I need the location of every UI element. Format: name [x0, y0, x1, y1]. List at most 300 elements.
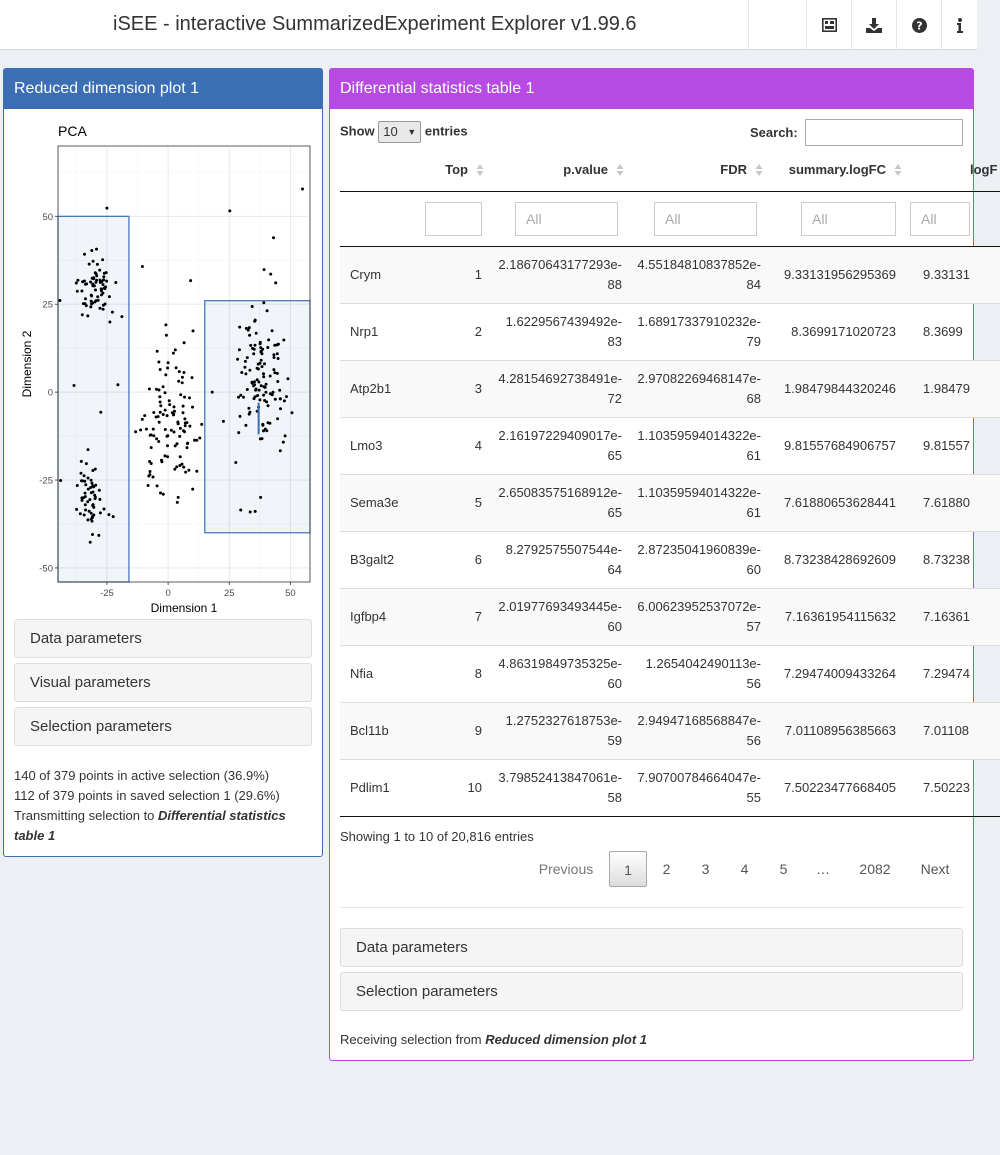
- data-point: [265, 383, 268, 386]
- data-point: [286, 377, 289, 380]
- data-point: [97, 534, 100, 537]
- data-point: [244, 360, 247, 363]
- data-point: [156, 484, 159, 487]
- data-point: [254, 510, 257, 513]
- page-button-2[interactable]: 2: [662, 861, 671, 877]
- logf-cell: 7.61880: [910, 474, 1000, 531]
- data-point: [99, 307, 102, 310]
- pvalue-cell: 2.18670643177293e-88: [492, 246, 632, 303]
- data-point: [248, 369, 251, 372]
- data-point: [84, 483, 87, 486]
- selection-parameters-panel[interactable]: Selection parameters: [340, 972, 963, 1011]
- data-point: [301, 188, 304, 191]
- entries-label: entries: [424, 123, 468, 139]
- search-input[interactable]: [805, 119, 963, 146]
- data-point: [249, 344, 252, 347]
- fdr-filter-input[interactable]: All: [654, 202, 757, 236]
- data-point: [84, 302, 87, 305]
- sort-icon: [616, 163, 624, 177]
- data-point: [98, 269, 101, 272]
- data-point: [264, 386, 267, 389]
- data-point: [95, 248, 98, 251]
- data-point: [88, 498, 91, 501]
- data-point: [183, 430, 186, 433]
- page-button-last[interactable]: 2082: [859, 861, 891, 877]
- x-tick-label: -25: [100, 588, 114, 599]
- data-point: [107, 513, 110, 516]
- data-point: [255, 388, 258, 391]
- data-point: [114, 281, 117, 284]
- data-point: [103, 272, 106, 275]
- data-point: [187, 469, 190, 472]
- data-point: [185, 421, 188, 424]
- data-point: [248, 411, 251, 414]
- data-point: [192, 329, 195, 332]
- data-point: [166, 444, 169, 447]
- data-point: [166, 434, 169, 437]
- data-point: [159, 492, 162, 495]
- show-label: Show: [340, 123, 375, 139]
- data-point: [179, 427, 182, 430]
- data-point: [160, 460, 163, 463]
- help-button[interactable]: [897, 0, 941, 50]
- data-point: [145, 428, 148, 431]
- data-point: [166, 367, 169, 370]
- gene-cell: Pdlim1: [340, 759, 412, 816]
- download-icon: [866, 18, 882, 33]
- data-point: [269, 273, 272, 276]
- data-point: [102, 308, 105, 311]
- data-point: [108, 321, 111, 324]
- visual-parameters-panel[interactable]: Visual parameters: [14, 663, 312, 702]
- data-point: [267, 404, 270, 407]
- fdr-cell: 1.10359594014322e-61: [632, 417, 771, 474]
- data-point: [76, 484, 79, 487]
- organize-panels-button[interactable]: [807, 0, 851, 50]
- table-row[interactable]: [340, 474, 1000, 531]
- statistics-table: [340, 149, 1000, 817]
- data-point: [252, 352, 255, 355]
- data-point: [81, 479, 84, 482]
- search-label: Search:: [750, 125, 798, 140]
- help-icon: [912, 18, 927, 33]
- y-tick-label: 0: [47, 387, 53, 399]
- logf-cell: 7.29474: [910, 645, 1000, 702]
- data-point: [276, 352, 279, 355]
- data-point: [91, 533, 94, 536]
- data-point: [251, 382, 254, 385]
- data-point: [285, 395, 288, 398]
- data-point: [253, 348, 256, 351]
- svg-text:?: ?: [915, 19, 923, 32]
- data-point: [103, 508, 106, 511]
- column-header-top[interactable]: Top: [412, 149, 492, 191]
- divider: [340, 907, 963, 908]
- data-point: [152, 428, 155, 431]
- column-header-summary-logfc[interactable]: summary.logFC: [771, 149, 910, 191]
- data-point: [99, 511, 102, 514]
- summary-logfc-cell: 7.29474009433264: [771, 645, 910, 702]
- data-point: [237, 431, 240, 434]
- table-row[interactable]: [340, 246, 1000, 303]
- data-point: [277, 357, 280, 360]
- previous-page-button[interactable]: Previous: [538, 861, 594, 877]
- logf-cell: 9.81557: [910, 417, 1000, 474]
- pvalue-filter-input[interactable]: All: [515, 202, 618, 236]
- data-point: [91, 515, 94, 518]
- data-point: [79, 512, 82, 515]
- data-point: [96, 263, 99, 266]
- data-point: [166, 455, 169, 458]
- data-point: [174, 348, 177, 351]
- data-point: [262, 301, 265, 304]
- data-point: [272, 368, 275, 371]
- data-point: [272, 353, 275, 356]
- data-point: [173, 405, 176, 408]
- pvalue-cell: 1.6229567439492e-83: [492, 303, 632, 360]
- data-point: [179, 393, 182, 396]
- page-button-3[interactable]: 3: [701, 861, 710, 877]
- data-point: [267, 421, 270, 424]
- summary-logfc-cell: 1.98479844320246: [771, 360, 910, 417]
- data-point: [184, 471, 187, 474]
- data-point: [83, 253, 86, 256]
- data-point: [157, 440, 160, 443]
- data-point: [279, 407, 282, 410]
- data-point: [245, 327, 248, 330]
- data-point: [249, 511, 252, 514]
- data-point: [101, 292, 104, 295]
- page-button-1[interactable]: 1: [609, 851, 647, 887]
- data-point: [189, 279, 192, 282]
- data-point: [94, 300, 97, 303]
- y-tick-label: -50: [39, 563, 53, 575]
- filter-cell-summary-logfc: [771, 191, 910, 246]
- logf-filter-input[interactable]: All: [910, 202, 970, 236]
- x-tick-label: 0: [165, 588, 171, 599]
- transmit-prefix: Transmitting selection to: [14, 808, 159, 823]
- info-icon: [957, 18, 963, 33]
- entries-length-value: 10: [383, 124, 398, 139]
- x-tick-label: 25: [223, 588, 235, 599]
- data-point: [177, 496, 180, 499]
- data-point: [94, 281, 97, 284]
- x-axis-label: Dimension 1: [150, 601, 218, 615]
- data-point: [222, 420, 225, 423]
- top-cell: 7: [412, 588, 492, 645]
- pvalue-cell: 2.01977693493445e-60: [492, 588, 632, 645]
- data-point: [276, 343, 279, 346]
- data-point: [92, 506, 95, 509]
- data-point: [172, 413, 175, 416]
- active-selection-box: [205, 301, 310, 533]
- column-header-gene[interactable]: [340, 149, 412, 191]
- summary-logfc-cell: 7.50223477668405: [771, 759, 910, 816]
- data-point: [263, 399, 266, 402]
- table-row[interactable]: [340, 588, 1000, 645]
- data-point: [88, 263, 91, 266]
- logf-cell: 8.73238: [910, 531, 1000, 588]
- data-point: [237, 396, 240, 399]
- table-row[interactable]: [340, 702, 1000, 759]
- data-point: [254, 319, 257, 322]
- data-point: [184, 424, 187, 427]
- download-button[interactable]: [852, 0, 896, 50]
- data-parameters-panel[interactable]: Data parameters: [340, 928, 963, 967]
- fdr-cell: 4.55184810837852e-84: [632, 246, 771, 303]
- saved-selection-status: 112 of 379 points in saved selection 1 (29.6%): [14, 788, 280, 803]
- data-point: [244, 372, 247, 375]
- data-point: [181, 463, 184, 466]
- data-point: [90, 295, 93, 298]
- data-point: [59, 479, 62, 482]
- data-point: [291, 411, 294, 414]
- data-point: [239, 415, 242, 418]
- selection-status: [14, 766, 309, 846]
- data-point: [86, 314, 89, 317]
- sort-icon: [476, 163, 484, 177]
- pvalue-cell: 4.28154692738491e-72: [492, 360, 632, 417]
- gene-cell: Nfia: [340, 645, 412, 702]
- data-point: [263, 268, 266, 271]
- data-point: [200, 423, 203, 426]
- receiving-status: [340, 1030, 960, 1050]
- data-point: [254, 395, 257, 398]
- data-point: [87, 488, 90, 491]
- data-point: [86, 518, 89, 521]
- pagination: [330, 851, 970, 887]
- data-point: [186, 446, 189, 449]
- table-row[interactable]: [340, 417, 1000, 474]
- data-point: [278, 389, 281, 392]
- summary-logfc-filter-input[interactable]: All: [801, 202, 896, 236]
- pvalue-cell: 2.16197229409017e-65: [492, 417, 632, 474]
- page-button-5[interactable]: 5: [779, 861, 788, 877]
- data-point: [155, 388, 158, 391]
- data-point: [195, 470, 198, 473]
- data-point: [274, 398, 277, 401]
- data-point: [81, 280, 84, 283]
- table-row[interactable]: [340, 303, 1000, 360]
- data-point: [95, 272, 98, 275]
- fdr-cell: 1.68917337910232e-79: [632, 303, 771, 360]
- data-point: [181, 381, 184, 384]
- data-point: [261, 365, 264, 368]
- data-point: [152, 434, 155, 437]
- data-point: [246, 356, 249, 359]
- table-scroll-area: [340, 149, 998, 819]
- data-point: [257, 368, 260, 371]
- pvalue-cell: 8.2792575507544e-64: [492, 531, 632, 588]
- summary-logfc-cell: 7.01108956385663: [771, 702, 910, 759]
- saved-selection-box: [58, 216, 129, 582]
- next-page-button[interactable]: Next: [920, 861, 950, 877]
- entries-length-control: [340, 121, 468, 143]
- data-point: [255, 332, 258, 335]
- table-row[interactable]: [340, 531, 1000, 588]
- data-point: [260, 384, 263, 387]
- data-point: [173, 410, 176, 413]
- y-tick-label: -25: [39, 475, 53, 487]
- top-cell: 3: [412, 360, 492, 417]
- data-point: [257, 381, 260, 384]
- gene-cell: B3galt2: [340, 531, 412, 588]
- data-point: [267, 338, 270, 341]
- data-point: [248, 326, 251, 329]
- data-point: [92, 503, 95, 506]
- data-point: [143, 414, 146, 417]
- data-point: [172, 352, 175, 355]
- data-point: [76, 279, 79, 282]
- logf-cell: 7.01108: [910, 702, 1000, 759]
- data-point: [81, 499, 84, 502]
- data-point: [195, 439, 198, 442]
- plot-title: PCA: [58, 123, 87, 139]
- pvalue-cell: 4.86319849735325e-60: [492, 645, 632, 702]
- data-point: [175, 465, 178, 468]
- data-point: [84, 492, 87, 495]
- data-point: [178, 370, 181, 373]
- table-row[interactable]: [340, 360, 1000, 417]
- data-point: [266, 309, 269, 312]
- data-point: [98, 489, 101, 492]
- summary-logfc-cell: 7.61880653628441: [771, 474, 910, 531]
- data-point: [272, 391, 275, 394]
- data-point: [89, 281, 92, 284]
- data-point: [134, 430, 137, 433]
- column-header-logf[interactable]: logF: [910, 149, 1000, 191]
- data-point: [80, 460, 83, 463]
- data-point: [279, 449, 282, 452]
- data-point: [155, 437, 158, 440]
- data-point: [239, 509, 242, 512]
- data-point: [102, 283, 105, 286]
- data-point: [84, 297, 87, 300]
- data-point: [105, 207, 108, 210]
- top-cell: 5: [412, 474, 492, 531]
- data-point: [152, 476, 155, 479]
- data-point: [238, 348, 241, 351]
- sort-icon: [755, 163, 763, 177]
- data-point: [93, 494, 96, 497]
- gene-cell: Bcl11b: [340, 702, 412, 759]
- page-button-4[interactable]: 4: [740, 861, 749, 877]
- data-point: [191, 376, 194, 379]
- data-point: [262, 375, 265, 378]
- logf-cell: 8.3699: [910, 303, 1000, 360]
- data-point: [100, 287, 103, 290]
- data-point: [183, 396, 186, 399]
- top-cell: 2: [412, 303, 492, 360]
- summary-logfc-cell: 8.73238428692609: [771, 531, 910, 588]
- data-point: [96, 295, 99, 298]
- table-row[interactable]: [340, 645, 1000, 702]
- data-parameters-panel[interactable]: Data parameters: [14, 619, 312, 658]
- top-cell: 6: [412, 531, 492, 588]
- data-point: [92, 485, 95, 488]
- data-point: [238, 326, 241, 329]
- logf-cell: 9.33131: [910, 246, 1000, 303]
- data-point: [150, 433, 153, 436]
- organize-panels-icon: [822, 18, 837, 32]
- data-point: [188, 396, 191, 399]
- data-point: [148, 388, 151, 391]
- data-point: [264, 428, 267, 431]
- entries-length-select[interactable]: [378, 121, 421, 143]
- data-point: [178, 435, 181, 438]
- app-header: [0, 0, 977, 50]
- panel-title: Differential statistics table 1: [330, 69, 973, 109]
- data-point: [157, 361, 160, 364]
- data-point: [259, 342, 262, 345]
- data-point: [244, 424, 247, 427]
- data-point: [90, 479, 93, 482]
- pvalue-cell: 1.2752327618753e-59: [492, 702, 632, 759]
- data-point: [90, 249, 93, 252]
- data-point: [76, 290, 79, 293]
- data-point: [116, 383, 119, 386]
- data-point: [264, 391, 267, 394]
- pca-scatter-plot[interactable]: [14, 119, 314, 619]
- data-point: [179, 455, 182, 458]
- summary-logfc-cell: 9.33131956295369: [771, 246, 910, 303]
- gene-cell: Crym: [340, 246, 412, 303]
- info-button[interactable]: [942, 0, 977, 50]
- logf-cell: 7.50223: [910, 759, 1000, 816]
- data-point: [166, 414, 169, 417]
- data-point: [191, 406, 194, 409]
- column-header-fdr[interactable]: FDR: [632, 149, 771, 191]
- selection-parameters-panel[interactable]: Selection parameters: [14, 707, 312, 746]
- data-point: [83, 474, 86, 477]
- data-point: [120, 315, 123, 318]
- data-point: [273, 356, 276, 359]
- data-point: [167, 361, 170, 364]
- data-point: [101, 258, 104, 261]
- data-point: [164, 454, 167, 457]
- top-cell: 1: [412, 246, 492, 303]
- data-point: [175, 366, 178, 369]
- table-row[interactable]: [340, 759, 1000, 816]
- logf-cell: 1.98479: [910, 360, 1000, 417]
- column-header-pvalue[interactable]: p.value: [492, 149, 632, 191]
- data-point: [75, 282, 78, 285]
- data-point: [159, 404, 162, 407]
- summary-logfc-cell: 9.81557684906757: [771, 417, 910, 474]
- data-point: [162, 493, 165, 496]
- data-point: [92, 260, 95, 263]
- filter-cell-fdr: [632, 191, 771, 246]
- data-point: [170, 429, 173, 432]
- y-tick-label: 25: [42, 299, 53, 311]
- data-point: [177, 422, 180, 425]
- top-cell: 10: [412, 759, 492, 816]
- data-point: [234, 461, 237, 464]
- data-point: [156, 350, 159, 353]
- data-point: [242, 396, 245, 399]
- data-point: [188, 425, 191, 428]
- data-point: [86, 500, 89, 503]
- data-point: [240, 371, 243, 374]
- data-point: [276, 417, 279, 420]
- top-filter-input[interactable]: [425, 202, 482, 236]
- data-point: [147, 475, 150, 478]
- data-point: [87, 477, 90, 480]
- reduced-dimension-plot-panel: [3, 68, 323, 857]
- data-point: [89, 541, 92, 544]
- data-point: [271, 329, 274, 332]
- data-point: [103, 287, 106, 290]
